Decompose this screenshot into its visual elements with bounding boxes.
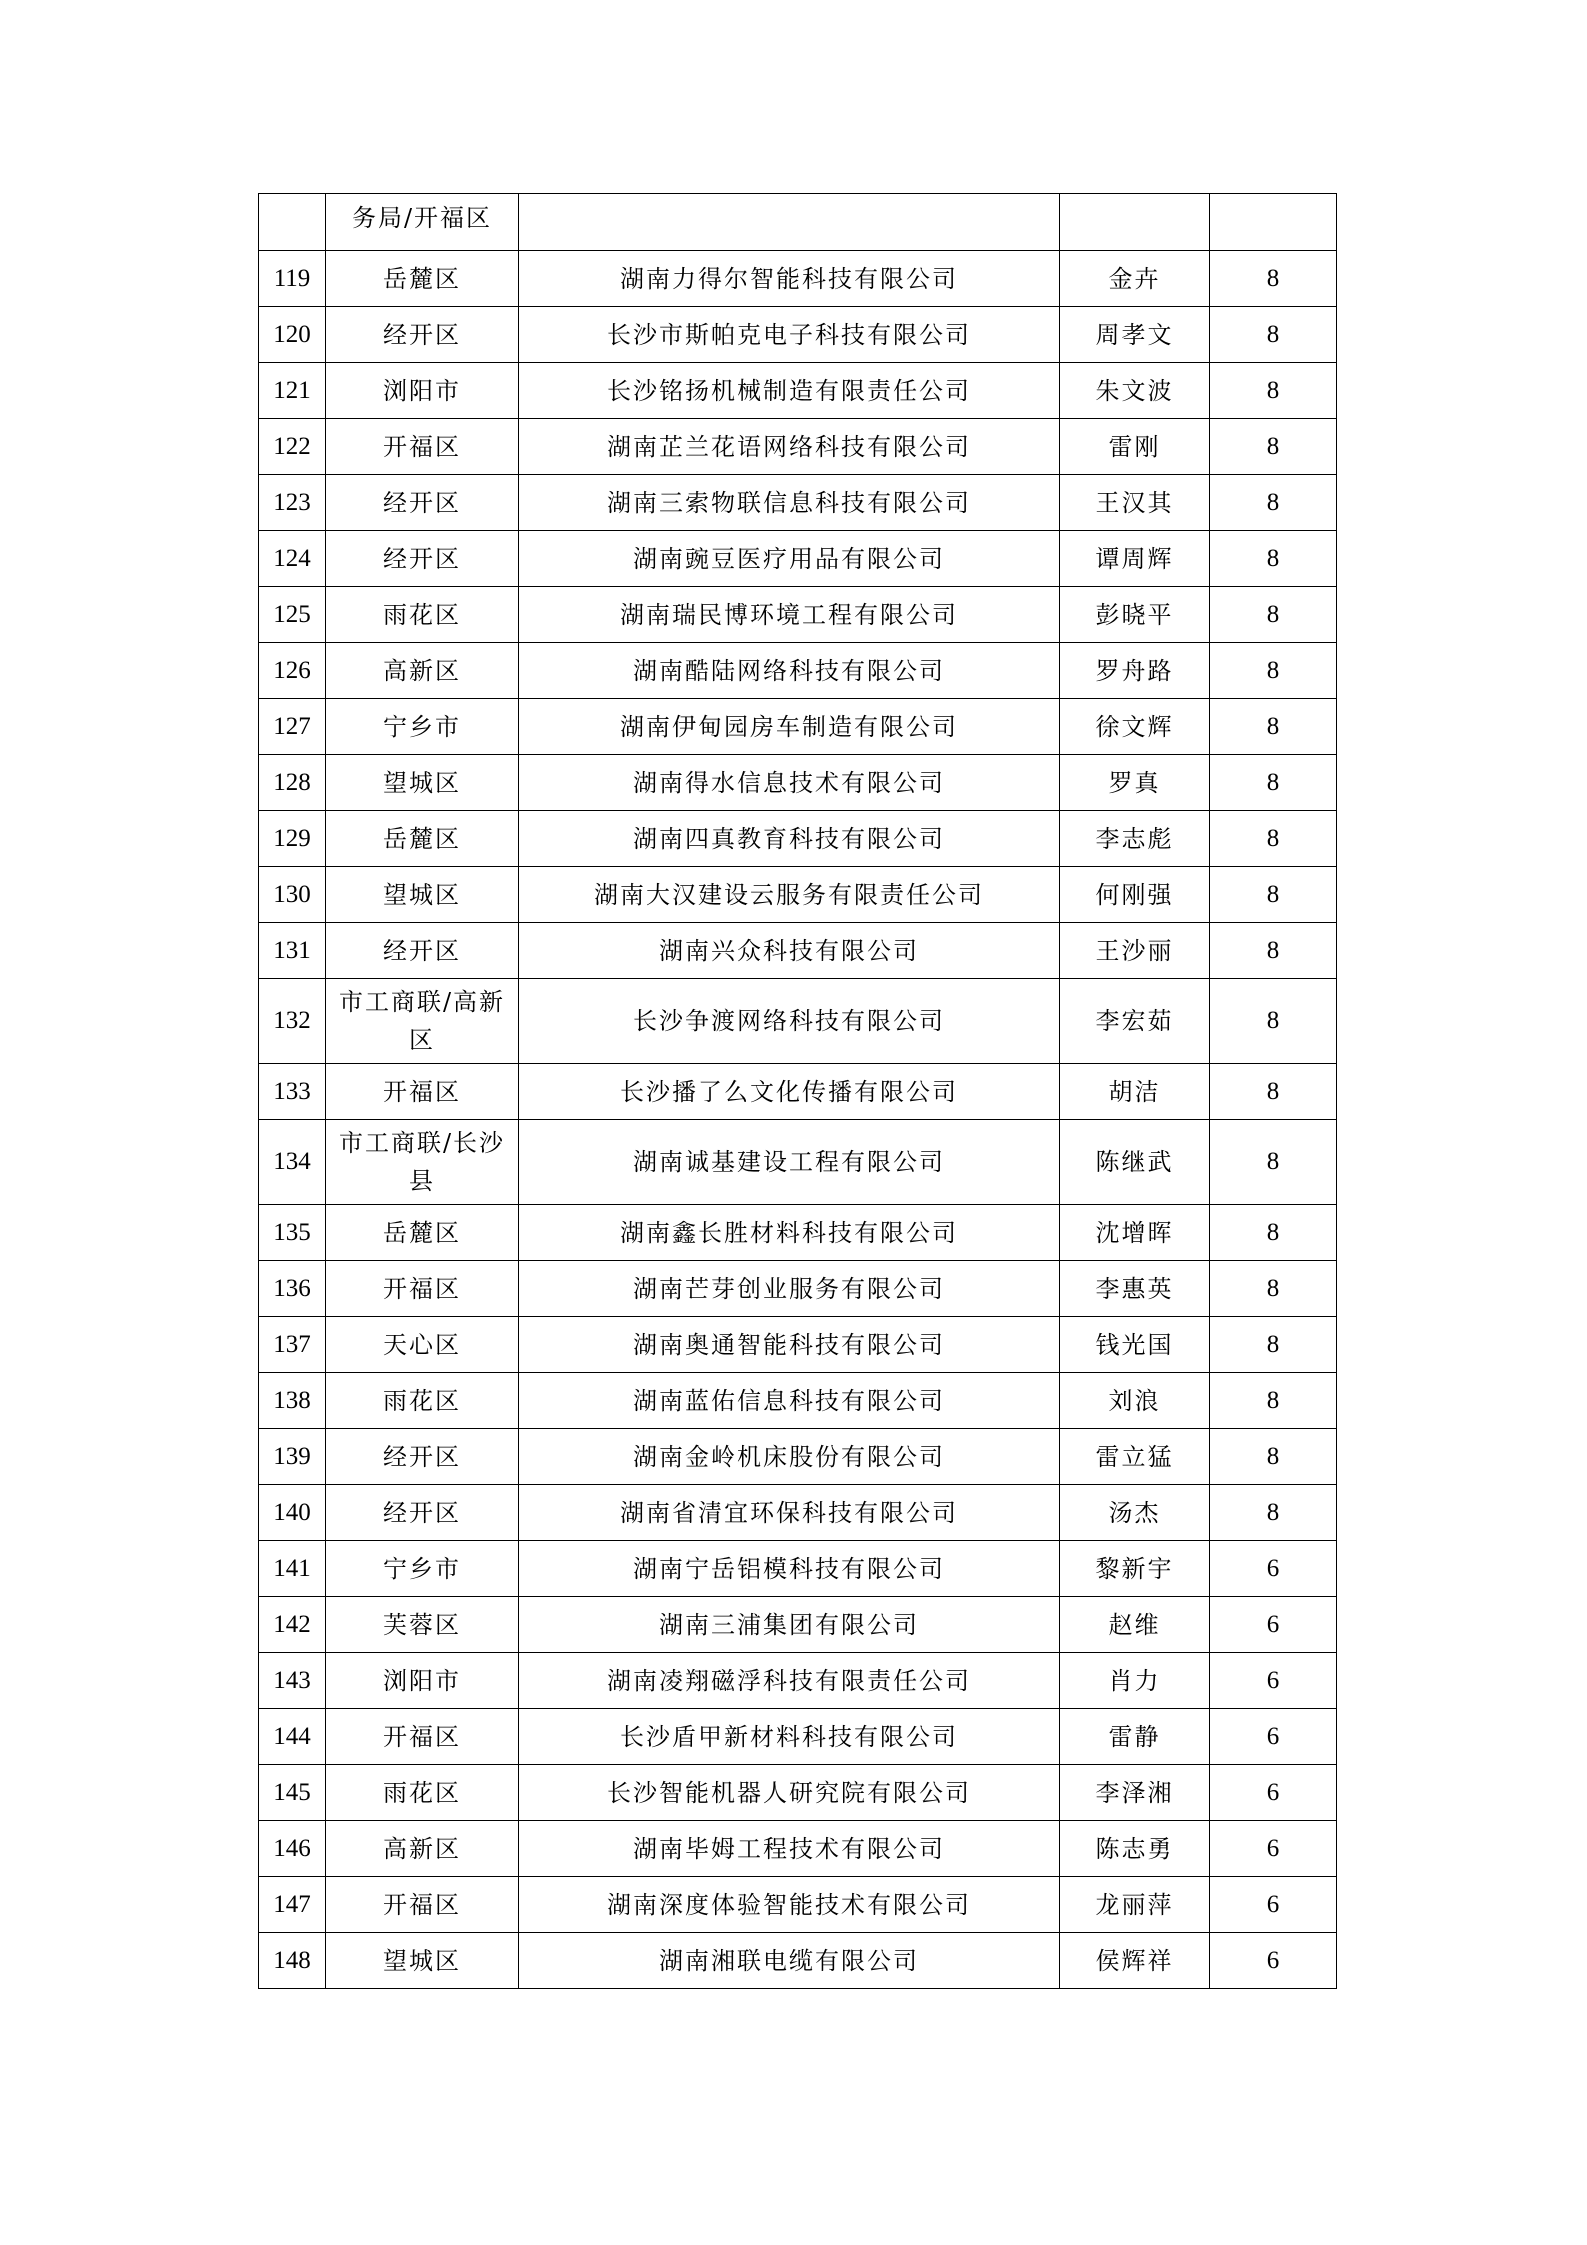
cell-district: 浏阳市 <box>326 1653 519 1709</box>
cell-person: 罗舟路 <box>1060 643 1210 699</box>
table-row <box>259 1933 1337 1989</box>
table-row <box>259 251 1337 307</box>
cell-no: 141 <box>259 1541 326 1597</box>
cell-district: 经开区 <box>326 475 519 531</box>
cell-district: 开福区 <box>326 1709 519 1765</box>
cell-district: 经开区 <box>326 1485 519 1541</box>
table-row <box>259 1120 1337 1205</box>
cell-company: 湖南芒芽创业服务有限公司 <box>519 1261 1060 1317</box>
cell-no: 123 <box>259 475 326 531</box>
cell-company: 湖南宁岳铝模科技有限公司 <box>519 1541 1060 1597</box>
cell-district: 岳麓区 <box>326 1205 519 1261</box>
cell-person: 李宏茹 <box>1060 979 1210 1064</box>
cell-district: 雨花区 <box>326 587 519 643</box>
cell-company: 湖南鑫长胜材料科技有限公司 <box>519 1205 1060 1261</box>
cell-company: 湖南力得尔智能科技有限公司 <box>519 251 1060 307</box>
cell-person: 雷刚 <box>1060 419 1210 475</box>
cell-person: 谭周辉 <box>1060 531 1210 587</box>
cell-no: 135 <box>259 1205 326 1261</box>
cell-person: 雷立猛 <box>1060 1429 1210 1485</box>
cell-score: 6 <box>1210 1877 1337 1933</box>
cell-score: 8 <box>1210 643 1337 699</box>
cell-person: 胡洁 <box>1060 1064 1210 1120</box>
cell-no: 143 <box>259 1653 326 1709</box>
cell-company: 湖南奥通智能科技有限公司 <box>519 1317 1060 1373</box>
cell-score: 8 <box>1210 587 1337 643</box>
cell-district: 开福区 <box>326 1064 519 1120</box>
cell-company: 长沙智能机器人研究院有限公司 <box>519 1765 1060 1821</box>
cell-person: 黎新宇 <box>1060 1541 1210 1597</box>
table-row <box>259 1485 1337 1541</box>
table-row <box>259 979 1337 1064</box>
cell-score: 8 <box>1210 1485 1337 1541</box>
cell-district: 市工商联/高新区 <box>326 979 519 1064</box>
cell-district: 浏阳市 <box>326 363 519 419</box>
cell-no: 134 <box>259 1120 326 1205</box>
cell-no: 128 <box>259 755 326 811</box>
table-row <box>259 363 1337 419</box>
cell-score: 8 <box>1210 923 1337 979</box>
cell-district: 宁乡市 <box>326 1541 519 1597</box>
cell-no: 139 <box>259 1429 326 1485</box>
cell-score: 8 <box>1210 363 1337 419</box>
table-row <box>259 419 1337 475</box>
cell-district: 经开区 <box>326 923 519 979</box>
table-row <box>259 1709 1337 1765</box>
cell-company: 湖南瑞民博环境工程有限公司 <box>519 587 1060 643</box>
cell-district: 宁乡市 <box>326 699 519 755</box>
cell-district: 望城区 <box>326 1933 519 1989</box>
cell-no: 146 <box>259 1821 326 1877</box>
cell-district: 经开区 <box>326 307 519 363</box>
cell-person: 王汉其 <box>1060 475 1210 531</box>
cell-no: 122 <box>259 419 326 475</box>
cell-company: 湖南三浦集团有限公司 <box>519 1597 1060 1653</box>
table-row-continuation <box>259 194 1337 251</box>
cell-company: 湖南省清宜环保科技有限公司 <box>519 1485 1060 1541</box>
table-row <box>259 1765 1337 1821</box>
cell-district: 经开区 <box>326 1429 519 1485</box>
cell-company: 湖南兴众科技有限公司 <box>519 923 1060 979</box>
cell-no: 130 <box>259 867 326 923</box>
cell-no: 147 <box>259 1877 326 1933</box>
cell-score: 6 <box>1210 1933 1337 1989</box>
cell-score: 8 <box>1210 1261 1337 1317</box>
cell-no: 121 <box>259 363 326 419</box>
table-row <box>259 1877 1337 1933</box>
cell-score: 8 <box>1210 475 1337 531</box>
cell-no: 125 <box>259 587 326 643</box>
cell-district: 望城区 <box>326 755 519 811</box>
cell-no: 137 <box>259 1317 326 1373</box>
cell-score: 8 <box>1210 1120 1337 1205</box>
table-row <box>259 475 1337 531</box>
cell-company <box>519 194 1060 251</box>
cell-person: 王沙丽 <box>1060 923 1210 979</box>
cell-company: 长沙盾甲新材料科技有限公司 <box>519 1709 1060 1765</box>
cell-company: 湖南深度体验智能技术有限公司 <box>519 1877 1060 1933</box>
cell-score: 8 <box>1210 811 1337 867</box>
cell-district: 经开区 <box>326 531 519 587</box>
cell-no: 124 <box>259 531 326 587</box>
cell-company: 长沙市斯帕克电子科技有限公司 <box>519 307 1060 363</box>
cell-no: 145 <box>259 1765 326 1821</box>
cell-person: 陈继武 <box>1060 1120 1210 1205</box>
cell-no: 132 <box>259 979 326 1064</box>
cell-person: 金卉 <box>1060 251 1210 307</box>
cell-person: 朱文波 <box>1060 363 1210 419</box>
cell-company: 长沙铭扬机械制造有限责任公司 <box>519 363 1060 419</box>
cell-score: 6 <box>1210 1821 1337 1877</box>
table-row <box>259 307 1337 363</box>
table-row <box>259 755 1337 811</box>
cell-company: 湖南豌豆医疗用品有限公司 <box>519 531 1060 587</box>
cell-company: 湖南毕姆工程技术有限公司 <box>519 1821 1060 1877</box>
cell-person: 彭晓平 <box>1060 587 1210 643</box>
table-row <box>259 867 1337 923</box>
cell-company: 湖南金岭机床股份有限公司 <box>519 1429 1060 1485</box>
cell-person: 赵维 <box>1060 1597 1210 1653</box>
cell-company: 湖南得水信息技术有限公司 <box>519 755 1060 811</box>
cell-district: 开福区 <box>326 1877 519 1933</box>
cell-score: 6 <box>1210 1597 1337 1653</box>
document-page <box>258 193 1336 1989</box>
cell-score: 8 <box>1210 307 1337 363</box>
cell-person: 沈增晖 <box>1060 1205 1210 1261</box>
cell-no: 140 <box>259 1485 326 1541</box>
cell-score: 8 <box>1210 867 1337 923</box>
cell-district: 望城区 <box>326 867 519 923</box>
cell-district: 芙蓉区 <box>326 1597 519 1653</box>
cell-person: 汤杰 <box>1060 1485 1210 1541</box>
cell-person: 李惠英 <box>1060 1261 1210 1317</box>
cell-no: 131 <box>259 923 326 979</box>
cell-company: 湖南酷陆网络科技有限公司 <box>519 643 1060 699</box>
cell-company: 湖南四真教育科技有限公司 <box>519 811 1060 867</box>
cell-district: 高新区 <box>326 643 519 699</box>
cell-district: 天心区 <box>326 1317 519 1373</box>
cell-person: 罗真 <box>1060 755 1210 811</box>
cell-score: 8 <box>1210 251 1337 307</box>
cell-person: 何刚强 <box>1060 867 1210 923</box>
table-row <box>259 1373 1337 1429</box>
table-row <box>259 811 1337 867</box>
cell-district: 市工商联/长沙县 <box>326 1120 519 1205</box>
cell-person: 徐文辉 <box>1060 699 1210 755</box>
cell-no: 129 <box>259 811 326 867</box>
cell-score: 8 <box>1210 1373 1337 1429</box>
cell-score <box>1210 194 1337 251</box>
cell-person: 刘浪 <box>1060 1373 1210 1429</box>
cell-score: 8 <box>1210 1205 1337 1261</box>
cell-district: 雨花区 <box>326 1765 519 1821</box>
cell-no: 144 <box>259 1709 326 1765</box>
cell-score: 8 <box>1210 979 1337 1064</box>
cell-score: 8 <box>1210 1317 1337 1373</box>
table-body <box>259 194 1337 1989</box>
table-row <box>259 699 1337 755</box>
cell-no: 120 <box>259 307 326 363</box>
table-row <box>259 1597 1337 1653</box>
cell-district: 雨花区 <box>326 1373 519 1429</box>
cell-person: 肖力 <box>1060 1653 1210 1709</box>
cell-company: 湖南三索物联信息科技有限公司 <box>519 475 1060 531</box>
cell-district: 岳麓区 <box>326 811 519 867</box>
table-row <box>259 1317 1337 1373</box>
table-row <box>259 1821 1337 1877</box>
cell-company: 湖南蓝佑信息科技有限公司 <box>519 1373 1060 1429</box>
cell-company: 湖南诚基建设工程有限公司 <box>519 1120 1060 1205</box>
cell-score: 6 <box>1210 1653 1337 1709</box>
cell-score: 8 <box>1210 755 1337 811</box>
cell-company: 长沙争渡网络科技有限公司 <box>519 979 1060 1064</box>
cell-district: 务局/开福区 <box>326 194 519 251</box>
cell-score: 6 <box>1210 1541 1337 1597</box>
cell-no: 127 <box>259 699 326 755</box>
table-row <box>259 1429 1337 1485</box>
table-row <box>259 1064 1337 1120</box>
cell-district: 开福区 <box>326 1261 519 1317</box>
cell-person: 周孝文 <box>1060 307 1210 363</box>
cell-company: 长沙播了么文化传播有限公司 <box>519 1064 1060 1120</box>
cell-company: 湖南伊甸园房车制造有限公司 <box>519 699 1060 755</box>
cell-person: 龙丽萍 <box>1060 1877 1210 1933</box>
cell-person: 陈志勇 <box>1060 1821 1210 1877</box>
cell-company: 湖南芷兰花语网络科技有限公司 <box>519 419 1060 475</box>
table-row <box>259 643 1337 699</box>
cell-no: 133 <box>259 1064 326 1120</box>
cell-score: 8 <box>1210 1064 1337 1120</box>
cell-district: 高新区 <box>326 1821 519 1877</box>
cell-score: 8 <box>1210 699 1337 755</box>
cell-no: 136 <box>259 1261 326 1317</box>
table-row <box>259 587 1337 643</box>
cell-company: 湖南大汉建设云服务有限责任公司 <box>519 867 1060 923</box>
cell-district: 岳麓区 <box>326 251 519 307</box>
cell-person: 钱光国 <box>1060 1317 1210 1373</box>
cell-company: 湖南湘联电缆有限公司 <box>519 1933 1060 1989</box>
cell-district: 开福区 <box>326 419 519 475</box>
cell-no: 119 <box>259 251 326 307</box>
cell-no: 138 <box>259 1373 326 1429</box>
cell-score: 6 <box>1210 1709 1337 1765</box>
cell-score: 8 <box>1210 419 1337 475</box>
cell-person: 侯辉祥 <box>1060 1933 1210 1989</box>
cell-score: 8 <box>1210 1429 1337 1485</box>
cell-company: 湖南凌翔磁浮科技有限责任公司 <box>519 1653 1060 1709</box>
table-row <box>259 1261 1337 1317</box>
table-row <box>259 923 1337 979</box>
table-row <box>259 531 1337 587</box>
company-list-table <box>258 193 1337 1989</box>
cell-person <box>1060 194 1210 251</box>
cell-score: 8 <box>1210 531 1337 587</box>
table-row <box>259 1541 1337 1597</box>
cell-no <box>259 194 326 251</box>
cell-no: 142 <box>259 1597 326 1653</box>
table-row <box>259 1205 1337 1261</box>
cell-person: 李志彪 <box>1060 811 1210 867</box>
cell-score: 6 <box>1210 1765 1337 1821</box>
table-row <box>259 1653 1337 1709</box>
cell-no: 126 <box>259 643 326 699</box>
cell-person: 雷静 <box>1060 1709 1210 1765</box>
cell-no: 148 <box>259 1933 326 1989</box>
cell-person: 李泽湘 <box>1060 1765 1210 1821</box>
